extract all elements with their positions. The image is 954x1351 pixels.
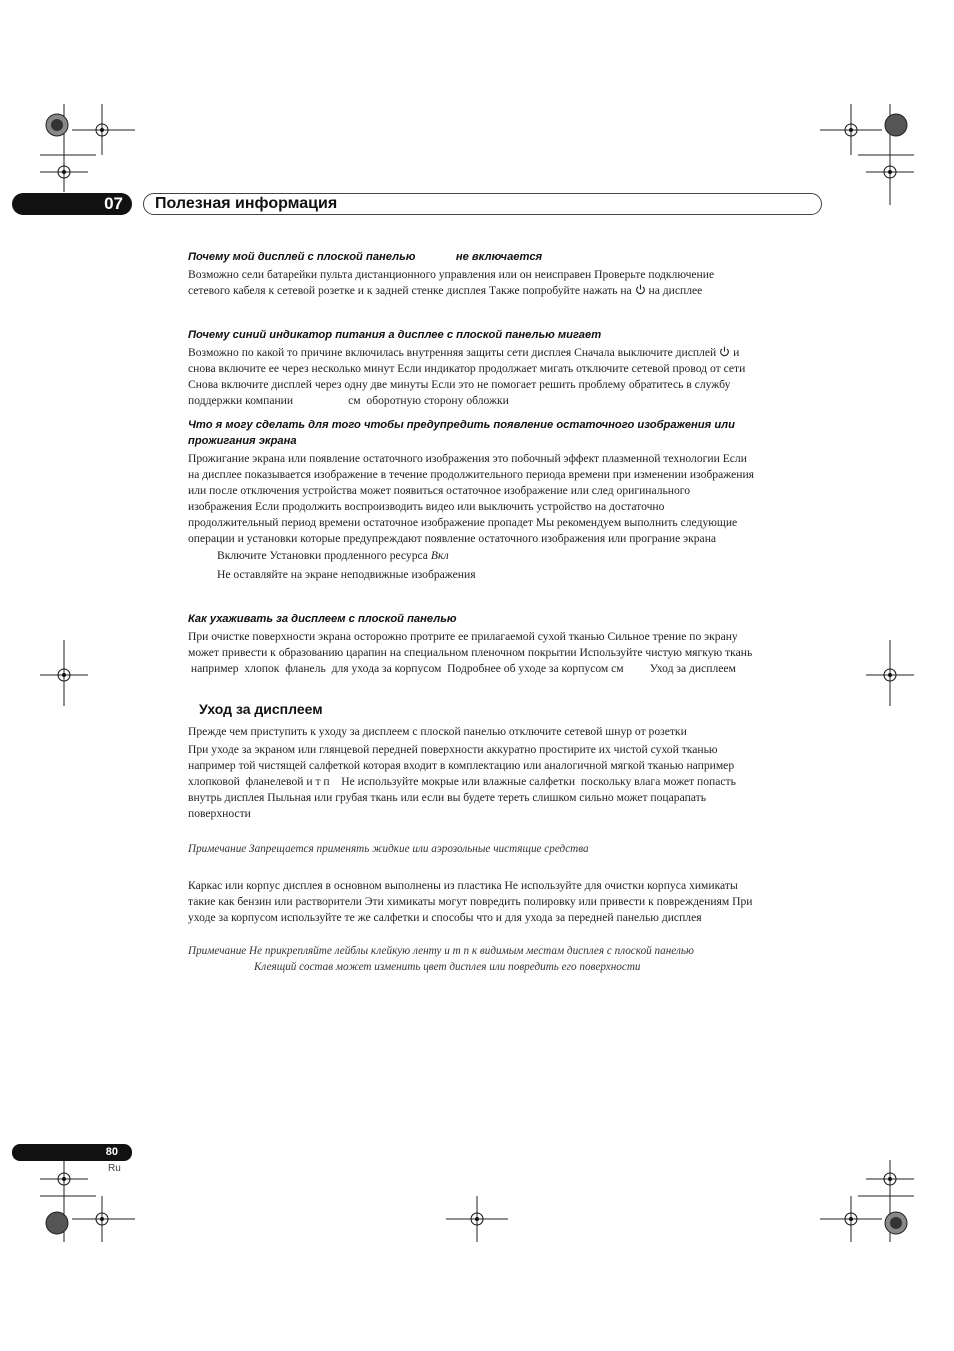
paragraph — [188, 724, 822, 740]
note-cont: Клеящий состав может изменить цвет дисплея или повредить его поверхности — [254, 961, 641, 973]
text-line: уходе за корпусом используйте те же салфетки и способы что и для ухода за передней панелью дисплея — [188, 911, 702, 924]
language-code: Ru — [108, 1163, 121, 1174]
text-line: Снова включите дисплей через одну две минуты Если это не помогает решить проблему обратитесь в службу — [188, 378, 731, 391]
text-line: или после отключения устройства может появиться остаточное изображение или след оригинального — [188, 484, 691, 497]
question-heading: Что я могу сделать для того чтобы предупредить появление остаточного изображения или — [188, 419, 735, 431]
list-item-value: Вкл — [430, 549, 449, 562]
question-heading: Почему мой дисплей с плоской панелью не включается — [188, 251, 543, 263]
text-line — [188, 283, 822, 299]
paragraph — [188, 629, 822, 677]
paragraph — [188, 345, 822, 409]
text-line — [188, 345, 822, 361]
text-line: Каркас или корпус дисплея в основном выполнены из пластика Не используйте для очистки корпуса химикаты — [188, 879, 738, 892]
text-line: продолжительный период времени остаточное изображение пропадет Мы рекомендуем выполнить следующие — [188, 516, 738, 529]
chapter-title: Полезная информация — [155, 195, 338, 212]
question-heading: Почему синий индикатор питания а дисплее с плоской панелью мигает — [188, 329, 602, 341]
text-line: Прежде чем приступить к уходу за дисплеем с плоской панелью отключите сетевой шнур от розетки — [188, 725, 687, 738]
text-line: внутрь дисплея Пыльная или грубая ткань или если вы будете тереть слишком сильно может поцарапать — [188, 791, 706, 804]
section-heading: Уход за дисплеем — [199, 701, 323, 717]
paragraph — [188, 742, 822, 822]
text-line: на дисплее показывается изображение в течение продолжительного периода времени при изменении изображения — [188, 468, 754, 481]
text-line: снова включите ее через несколько минут Если индикатор продолжает мигать отключите сетевой провод от сети — [188, 362, 746, 375]
list-item — [217, 548, 449, 564]
list-item-text: Включите Установки продленного ресурса — [217, 549, 428, 562]
paragraph — [188, 451, 822, 547]
text-span: на дисплее — [648, 284, 703, 297]
text-line: операции и установки которые предупреждают появление остаточного изображения или програние экрана — [188, 532, 717, 545]
question-heading-cont: прожигания экрана — [188, 435, 297, 447]
paragraph — [188, 878, 822, 926]
note: Примечание Не прикрепляйте лейблы клейкую ленту и т п к видимым местам дисплея с плоской панелью — [188, 945, 694, 957]
power-icon — [719, 346, 730, 357]
text-span: и — [733, 346, 740, 359]
chapter-number: 07 — [12, 193, 132, 215]
text-line: поверхности — [188, 807, 251, 820]
text-span: сетевого кабеля к сетевой розетке и к задней стенке дисплея Также попробуйте нажать на — [188, 284, 632, 297]
text-line: может привести к образованию царапин на специальном пленочном покрытии Используйте чистую мягкую ткань — [188, 646, 753, 659]
text-line: изображения Если продолжить воспроизводить видео или выключить устройство на достаточно — [188, 500, 665, 513]
text-line: Прожигание экрана или появление остаточного изображения это побочный эффект плазменной технологии Если — [188, 452, 747, 465]
text-line: например хлопок фланель для ухода за корпусом Подробнее об уходе за корпусом см Уход за дисплеем — [188, 662, 736, 675]
text-line: например той чистящей салфеткой которая входит в комплектацию или аналогичной мягкой тканью например — [188, 759, 735, 772]
question-heading: Как ухаживать за дисплеем с плоской панелью — [188, 613, 457, 625]
text-line: При уходе за экраном или глянцевой передней поверхности аккуратно простирите их чистой сухой тканью — [188, 743, 718, 756]
power-icon — [635, 284, 646, 295]
page-number: 80 — [12, 1144, 132, 1161]
note: Примечание Запрещается применять жидкие или аэрозольные чистящие средства — [188, 843, 589, 855]
text-line: хлопковой фланелевой и т п Не используйте мокрые или влажные салфетки поскольку влага может попасть — [188, 775, 736, 788]
text-line: При очистке поверхности экрана осторожно протрите ее прилагаемой сухой тканью Сильное трение по экрану — [188, 630, 738, 643]
text-line: поддержки компании см оборотную сторону обложки — [188, 394, 509, 407]
text-line: Возможно сели батарейки пульта дистанционного управления или он неисправен Проверьте подключение — [188, 268, 715, 281]
list-item: Не оставляйте на экране неподвижные изображения — [217, 568, 476, 581]
paragraph — [188, 267, 822, 299]
text-span: Возможно по какой то причине включилась внутренняя защиты сети дисплея Сначала выключите дисплей — [188, 346, 717, 359]
text-line: такие как бензин или растворители Эти химикаты могут повредить полировку или привести к повреждениям При — [188, 895, 753, 908]
